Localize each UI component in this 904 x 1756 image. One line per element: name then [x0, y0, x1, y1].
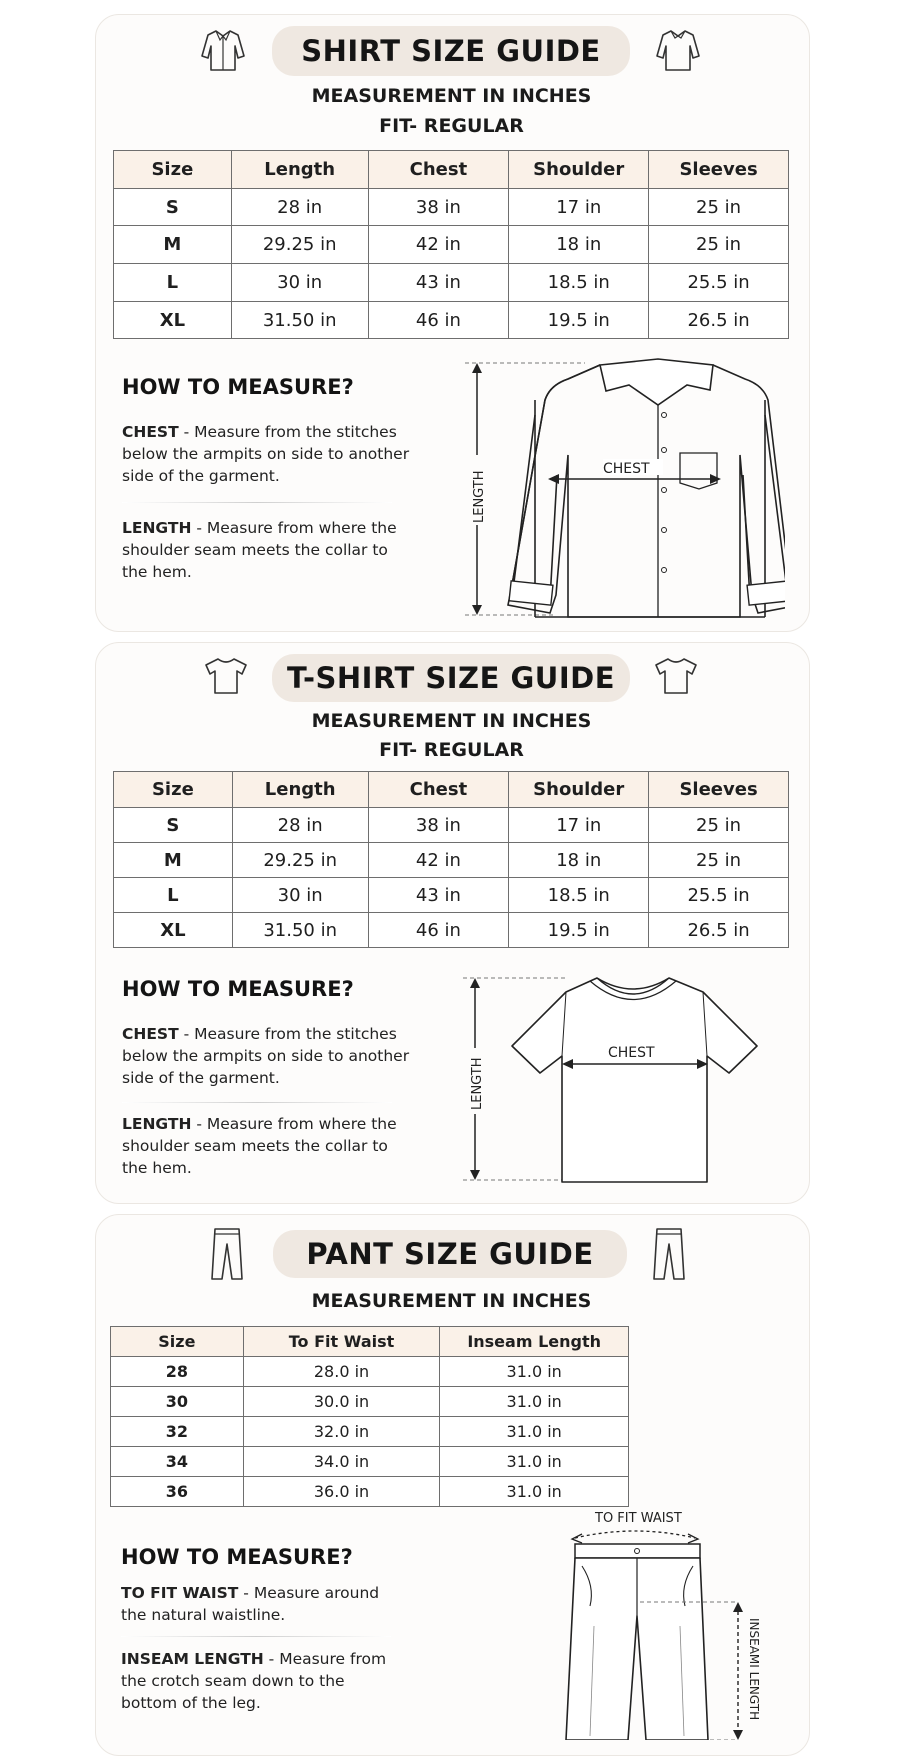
- cell-sleeves: 25 in: [649, 226, 789, 264]
- header-size: Size: [114, 772, 233, 808]
- shirt-diagram: [455, 355, 785, 620]
- chest-term: CHEST: [122, 423, 179, 441]
- cell-size: M: [114, 843, 233, 878]
- cell-shoulder: 18 in: [509, 226, 649, 264]
- table-row: [111, 1357, 629, 1387]
- cell-length: 31.50 in: [231, 302, 368, 339]
- cell-length: 31.50 in: [232, 913, 368, 948]
- cell-size: L: [114, 878, 233, 913]
- cell-length: 29.25 in: [232, 843, 368, 878]
- tshirt-diagram-chest-label: CHEST: [608, 1045, 655, 1061]
- divider: [121, 1636, 391, 1637]
- shirt-size-table: [113, 150, 789, 339]
- table-row: [111, 1477, 629, 1507]
- shirt-chest-instructions: [122, 421, 412, 487]
- cell-waist: 30.0 in: [243, 1387, 440, 1417]
- header-length: Length: [231, 151, 368, 189]
- cell-shoulder: 17 in: [509, 808, 649, 843]
- pant-waist-instructions: [121, 1582, 401, 1626]
- cell-size: 28: [111, 1357, 244, 1387]
- tshirt-icon: [203, 656, 249, 696]
- cell-size: 36: [111, 1477, 244, 1507]
- cell-size: 32: [111, 1417, 244, 1447]
- header-size: Size: [111, 1327, 244, 1357]
- cell-inseam: 31.0 in: [440, 1447, 629, 1477]
- tshirt-chest-instructions: [122, 1023, 412, 1089]
- cell-chest: 38 in: [368, 189, 509, 226]
- table-row: [114, 843, 789, 878]
- cell-shoulder: 18 in: [509, 843, 649, 878]
- pant-diagram: [560, 1506, 775, 1740]
- tshirt-size-table: [113, 771, 789, 948]
- pant-howto-heading: HOW TO MEASURE?: [121, 1545, 353, 1569]
- tshirt-diagram: [455, 970, 775, 1190]
- divider: [122, 502, 392, 503]
- table-row: [114, 189, 789, 226]
- cell-chest: 43 in: [368, 264, 509, 302]
- cell-size: 34: [111, 1447, 244, 1477]
- shirt-icon: [200, 28, 246, 72]
- pant-diagram-waist-label: TO FIT WAIST: [595, 1511, 682, 1526]
- shirt-title: SHIRT SIZE GUIDE: [272, 26, 630, 76]
- chest-term: CHEST: [122, 1025, 179, 1043]
- cell-waist: 28.0 in: [243, 1357, 440, 1387]
- inseam-term: INSEAM LENGTH: [121, 1650, 264, 1668]
- tshirt-subtitle-measurement: MEASUREMENT IN INCHES: [311, 710, 592, 732]
- pant-title: PANT SIZE GUIDE: [273, 1230, 627, 1278]
- table-row: [114, 808, 789, 843]
- cell-size: S: [114, 189, 232, 226]
- cell-inseam: 31.0 in: [440, 1417, 629, 1447]
- shirt-diagram-length-label: LENGTH: [472, 470, 487, 523]
- header-length: Length: [232, 772, 368, 808]
- cell-length: 30 in: [232, 878, 368, 913]
- pant-size-table: [110, 1326, 629, 1507]
- tshirt-diagram-length-label: LENGTH: [470, 1057, 485, 1110]
- length-text: - Measure from where the shoulder seam meets the collar to the hem.: [122, 1115, 397, 1177]
- cell-size: S: [114, 808, 233, 843]
- tshirt-icon: [653, 656, 699, 696]
- header-chest: Chest: [368, 151, 509, 189]
- cell-sleeves: 25.5 in: [649, 878, 789, 913]
- cell-chest: 42 in: [368, 226, 509, 264]
- table-row: [114, 302, 789, 339]
- pant-subtitle-measurement: MEASUREMENT IN INCHES: [311, 1290, 592, 1312]
- cell-length: 28 in: [231, 189, 368, 226]
- pant-icon: [210, 1226, 244, 1282]
- tshirt-subtitle-fit: FIT- REGULAR: [379, 739, 524, 761]
- cell-size: XL: [114, 302, 232, 339]
- cell-shoulder: 18.5 in: [509, 264, 649, 302]
- header-inseam-length: Inseam Length: [440, 1327, 629, 1357]
- pant-icon: [652, 1226, 686, 1282]
- tshirt-length-instructions: [122, 1113, 412, 1179]
- length-text: - Measure from where the shoulder seam meets the collar to the hem.: [122, 519, 397, 581]
- shirt-diagram-chest-label: CHEST: [603, 461, 650, 477]
- pant-inseam-instructions: [121, 1648, 401, 1714]
- cell-size: XL: [114, 913, 233, 948]
- cell-shoulder: 18.5 in: [509, 878, 649, 913]
- table-row: [114, 264, 789, 302]
- header-to-fit-waist: To Fit Waist: [243, 1327, 440, 1357]
- cell-sleeves: 26.5 in: [649, 913, 789, 948]
- cell-chest: 43 in: [368, 878, 509, 913]
- shirt-subtitle-measurement: MEASUREMENT IN INCHES: [311, 85, 592, 107]
- cell-chest: 46 in: [368, 913, 509, 948]
- table-row: [114, 913, 789, 948]
- header-chest: Chest: [368, 772, 509, 808]
- cell-sleeves: 26.5 in: [649, 302, 789, 339]
- cell-chest: 42 in: [368, 843, 509, 878]
- table-row: [114, 226, 789, 264]
- cell-waist: 36.0 in: [243, 1477, 440, 1507]
- table-row: [114, 878, 789, 913]
- length-term: LENGTH: [122, 1115, 192, 1133]
- shirt-length-instructions: [122, 517, 412, 583]
- shirt-icon: [655, 28, 701, 72]
- cell-length: 29.25 in: [231, 226, 368, 264]
- cell-size: L: [114, 264, 232, 302]
- cell-chest: 38 in: [368, 808, 509, 843]
- header-sleeves: Sleeves: [649, 151, 789, 189]
- header-size: Size: [114, 151, 232, 189]
- chest-text: - Measure from the stitches below the armpits on side to another side of the garment.: [122, 1025, 410, 1087]
- header-shoulder: Shoulder: [509, 772, 649, 808]
- table-row: [111, 1447, 629, 1477]
- length-term: LENGTH: [122, 519, 192, 537]
- tshirt-title: T-SHIRT SIZE GUIDE: [272, 654, 630, 702]
- cell-shoulder: 19.5 in: [509, 913, 649, 948]
- shirt-howto-heading: HOW TO MEASURE?: [122, 375, 354, 399]
- cell-length: 28 in: [232, 808, 368, 843]
- cell-inseam: 31.0 in: [440, 1387, 629, 1417]
- waist-term: TO FIT WAIST: [121, 1584, 239, 1602]
- cell-length: 30 in: [231, 264, 368, 302]
- cell-sleeves: 25 in: [649, 843, 789, 878]
- cell-waist: 34.0 in: [243, 1447, 440, 1477]
- cell-inseam: 31.0 in: [440, 1357, 629, 1387]
- chest-text: - Measure from the stitches below the armpits on side to another side of the garment.: [122, 423, 410, 485]
- table-row: [111, 1387, 629, 1417]
- cell-sleeves: 25 in: [649, 808, 789, 843]
- inseam-text: - Measure from the crotch seam down to the bottom of the leg.: [121, 1650, 387, 1712]
- cell-inseam: 31.0 in: [440, 1477, 629, 1507]
- cell-chest: 46 in: [368, 302, 509, 339]
- table-row: [111, 1417, 629, 1447]
- shirt-subtitle-fit: FIT- REGULAR: [379, 115, 524, 137]
- divider: [122, 1102, 392, 1103]
- cell-size: M: [114, 226, 232, 264]
- tshirt-howto-heading: HOW TO MEASURE?: [122, 977, 354, 1001]
- pant-diagram-inseam-label: INSEAMI LENGTH: [747, 1618, 761, 1721]
- cell-sleeves: 25 in: [649, 189, 789, 226]
- cell-waist: 32.0 in: [243, 1417, 440, 1447]
- header-sleeves: Sleeves: [649, 772, 789, 808]
- cell-sleeves: 25.5 in: [649, 264, 789, 302]
- header-shoulder: Shoulder: [509, 151, 649, 189]
- cell-shoulder: 19.5 in: [509, 302, 649, 339]
- cell-shoulder: 17 in: [509, 189, 649, 226]
- waist-text: - Measure around the natural waistline.: [121, 1584, 380, 1624]
- cell-size: 30: [111, 1387, 244, 1417]
